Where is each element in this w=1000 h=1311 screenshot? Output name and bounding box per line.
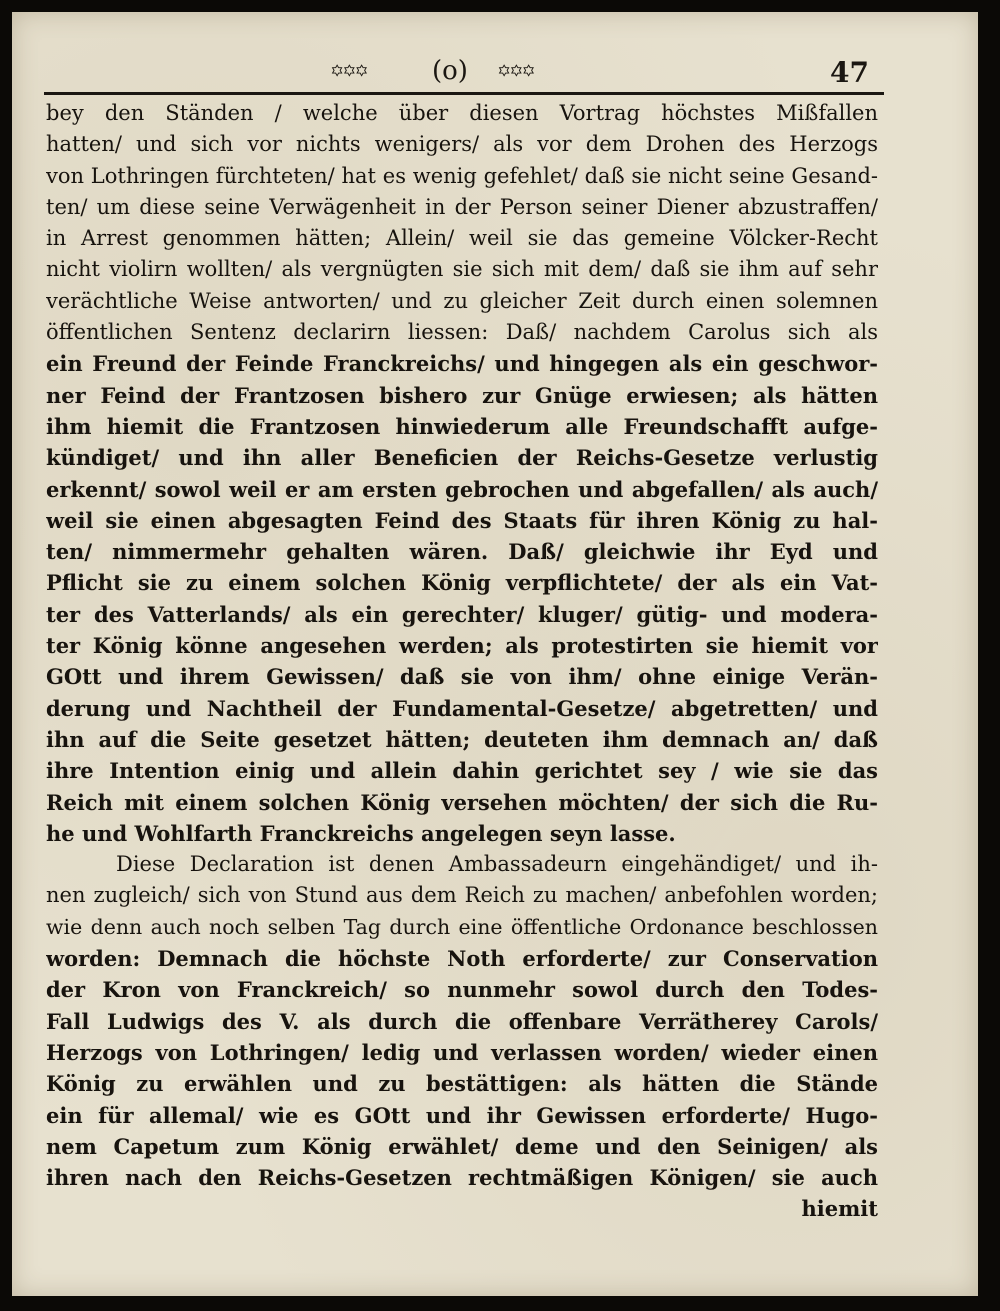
book-page (12, 12, 978, 1296)
text-line: Diese Declaration ist denen Ambassadeurn eingehändiget/ und ih- (116, 852, 878, 877)
ornament-right: ꙳꙳꙳ (497, 61, 534, 91)
text-line: ter König könne angesehen werden; als protestirten sie hiemit vor (46, 633, 878, 659)
text-line: ein Freund der Feinde Franckreichs/ und hingegen als ein geschwor- (46, 351, 878, 377)
text-line: he und Wohlfarth Franckreichs angelegen seyn lasse. (46, 820, 676, 846)
text-line: ihre Intention einig und allein dahin gerichtet sey / wie sie das (46, 758, 878, 784)
text-line: kündiget/ und ihn aller Beneficien der Reichs-Gesetze verlustig (46, 445, 878, 471)
text-line: öffentlichen Sentenz declarirn liessen: Daß/ nachdem Carolus sich als (46, 320, 878, 345)
text-line: worden: Demnach die höchste Noth erforderte/ zur Conservation (46, 946, 878, 972)
page-number: 47 (830, 56, 869, 89)
text-line: bey den Ständen / welche über diesen Vortrag höchstes Mißfallen (46, 101, 878, 125)
header-rule (44, 92, 884, 95)
text-line: derung und Nachtheil der Fundamental-Gesetze/ abgetretten/ und (46, 695, 878, 721)
text-line: von Lothringen fürchteten/ hat es wenig gefehlet/ daß sie nicht seine Gesand- (46, 163, 878, 188)
text-line: ihren nach den Reichs-Gesetzen rechtmäßigen Königen/ sie auch (46, 1165, 878, 1191)
text-line: ner Feind der Frantzosen bishero zur Gnüge erwiesen; als hätten (46, 382, 878, 408)
text-line: in Arrest genommen hätten; Allein/ weil sie das gemeine Völcker-Recht (46, 226, 878, 251)
catchword: hiemit (801, 1196, 878, 1222)
text-line: nen zugleich/ sich von Stund aus dem Reich zu machen/ anbefohlen worden; (46, 883, 878, 908)
text-line: ein für allemal/ wie es GOtt und ihr Gewissen erforderte/ Hugo- (46, 1102, 878, 1128)
text-line: hatten/ und sich vor nichts wenigers/ als vor dem Drohen des Herzogs (46, 132, 878, 157)
text-line: ihm hiemit die Frantzosen hinwiederum alle Freundschafft aufge- (46, 413, 878, 439)
text-line: erkennt/ sowol weil er am ersten gebrochen und abgefallen/ als auch/ (46, 476, 878, 502)
text-line: nem Capetum zum König erwählet/ deme und den Seinigen/ als (46, 1133, 878, 1159)
text-line: GOtt und ihrem Gewissen/ daß sie von ihm/ ohne einige Verän- (46, 664, 878, 690)
text-line: ten/ nimmermehr gehalten wären. Daß/ gleichwie ihr Eyd und (46, 539, 878, 565)
body-text (46, 98, 878, 1225)
page-header (12, 52, 978, 92)
text-line: weil sie einen abgesagten Feind des Staats für ihren König zu hal- (46, 507, 878, 533)
text-line: König zu erwählen und zu bestättigen: als hätten die Stände (46, 1071, 878, 1097)
text-line: ter des Vatterlands/ als ein gerechter/ kluger/ gütig- und modera- (46, 601, 878, 627)
text-line: der Kron von Franckreich/ so nunmehr sowol durch den Todes- (46, 977, 878, 1003)
text-line: ten/ um diese seine Verwägenheit in der Person seiner Diener abzustraffen/ (46, 194, 878, 219)
ornament-left: ꙳꙳꙳ (330, 61, 367, 91)
text-line: Reich mit einem solchen König versehen möchten/ der sich die Ru- (46, 789, 878, 815)
text-line: wie denn auch noch selben Tag durch eine öffentliche Ordonance beschlossen (46, 914, 878, 939)
text-line: ihn auf die Seite gesetzet hätten; deuteten ihm demnach an/ daß (46, 726, 878, 752)
text-line: nicht violirn wollten/ als vergnügten sie sich mit dem/ daß sie ihm auf sehr (46, 257, 878, 282)
text-line: Herzogs von Lothringen/ ledig und verlassen worden/ wieder einen (46, 1039, 878, 1065)
text-line: verächtliche Weise antworten/ und zu gleicher Zeit durch einen solemnen (46, 288, 878, 313)
page-mark: (o) (432, 56, 468, 86)
text-line: Pflicht sie zu einem solchen König verpflichtete/ der als ein Vat- (46, 570, 878, 596)
text-line: Fall Ludwigs des V. als durch die offenbare Verrätherey Carols/ (46, 1008, 878, 1034)
